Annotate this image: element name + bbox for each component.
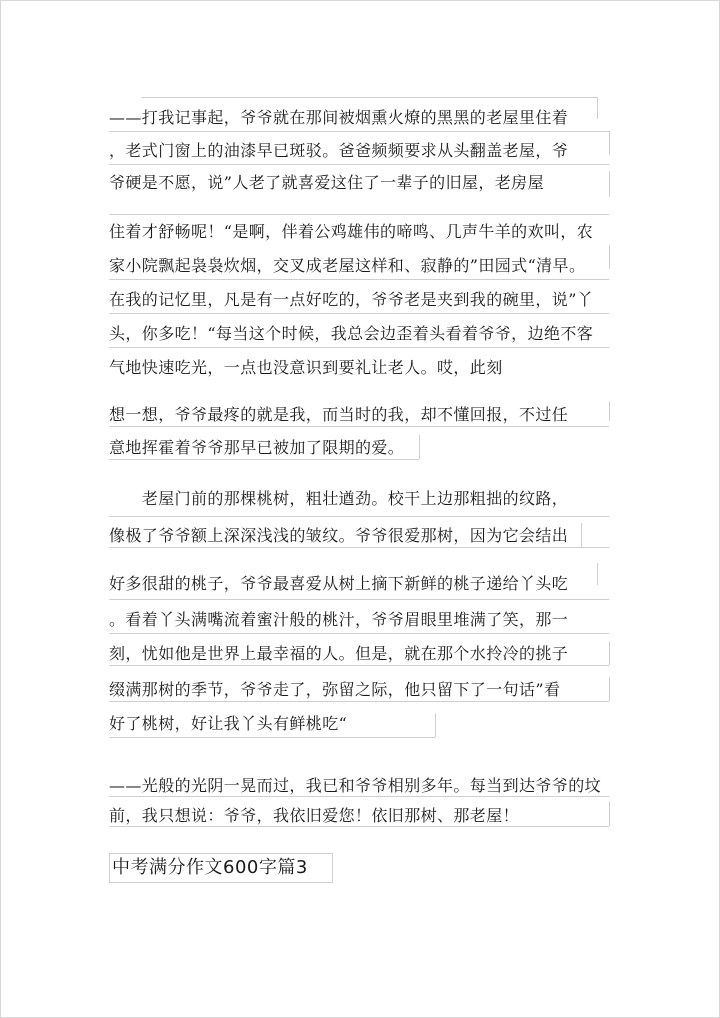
scan-rule xyxy=(609,801,610,826)
paragraph-2-line-7: 好了桃树，好让我丫头有鲜桃吃“ xyxy=(109,714,348,733)
scan-rule xyxy=(109,313,609,314)
paragraph-1-line-5: 家小院飘起袅袅炊烟，交叉成老屋这样和、寂静的”田园式“清早。 xyxy=(109,256,586,275)
scan-rule xyxy=(109,796,609,797)
scan-rule xyxy=(597,97,598,119)
scan-rule xyxy=(609,641,610,665)
scan-rule xyxy=(109,737,435,738)
section-heading: 中考满分作文600字篇3 xyxy=(109,853,333,883)
scan-rule xyxy=(109,279,609,280)
scan-rule xyxy=(109,826,609,827)
paragraph-1-line-8: 气地快速吃光，一点也没意识到要礼让老人。哎，此刻 xyxy=(109,358,503,377)
paragraph-3-line-2: 前，我只想说：爷爷，我依旧爱您！依旧那树、那老屋！ xyxy=(109,806,520,825)
scan-rule xyxy=(609,677,610,701)
scan-rule xyxy=(109,599,609,600)
paragraph-1-line-1: ——打我记事起，爷爷就在那间被烟熏火燎的黑黑的老屋里住着 xyxy=(109,108,569,127)
scan-rule xyxy=(109,701,609,702)
scan-rule xyxy=(435,713,436,737)
paragraph-3-line-1: ——光般的光阴一晃而过，我已和爷爷相别多年。每当到达爷爷的坟 xyxy=(109,776,602,795)
paragraph-2-line-5: 刻，忧如他是世界上最幸福的人。但是，就在那个水拎冷的挑子 xyxy=(109,644,569,663)
scan-rule xyxy=(609,171,610,197)
paragraph-1-line-10: 意地挥霍着爷爷那早已被加了限期的爱。 xyxy=(109,438,405,457)
scan-rule xyxy=(581,523,582,547)
scan-rule xyxy=(609,401,610,421)
paragraph-2-line-2: 像极了爷爷额上深深浅浅的皱纹。爷爷很爱那树，因为它会结出 xyxy=(109,526,569,545)
scan-rule xyxy=(109,665,609,666)
paragraph-1-line-7: 头，你多吃！“每当这个时候，我总会边歪着头看着爷爷，边绝不客 xyxy=(109,324,594,343)
scan-rule xyxy=(609,245,610,269)
paragraph-2-line-6: 缀满那树的季节，爷爷走了，弥留之际，他只留下了一句话”看 xyxy=(109,680,561,699)
paragraph-1-line-3: 爷硬是不愿，说”人老了就喜爱这住了一辈子的旧屋，老房屋 xyxy=(109,173,544,192)
paragraph-2-line-1: 老屋门前的那棵桃树，粗壮遒劲。校干上边那粗拙的纹路， xyxy=(109,489,569,508)
scan-rule xyxy=(109,131,609,132)
scan-rule xyxy=(109,347,609,348)
scan-rule xyxy=(109,164,609,165)
paragraph-1-line-6: 在我的记忆里，凡是有一点好吃的，爷爷老是夹到我的碗里，说”丫 xyxy=(109,290,594,309)
scan-rule xyxy=(109,214,609,215)
scan-rule xyxy=(109,633,609,634)
scan-rule xyxy=(109,516,609,517)
scan-rule xyxy=(609,131,610,155)
paragraph-2-line-3: 好多很甜的桃子，爷爷最喜爱从树上摘下新鲜的桃子递给丫头吃 xyxy=(109,574,569,593)
paragraph-1-line-4: 住着才舒畅呢！“是啊，伴着公鸡雄伟的啼鸣、几声牛羊的欢叫，农 xyxy=(109,222,594,241)
paragraph-1-line-9: 想一想，爷爷最疼的就是我，而当时的我，却不懂回报，不过任 xyxy=(109,405,569,424)
scan-rule xyxy=(419,435,420,459)
scan-rule xyxy=(109,426,609,427)
paragraph-1-line-2: ，老式门窗上的油漆早已斑驳。爸爸频频要求从头翻盖老屋，爷 xyxy=(109,141,569,160)
scan-rule xyxy=(141,97,597,98)
scan-rule xyxy=(597,563,598,585)
paragraph-2-line-4: 。看着丫头满嘴流着蜜汁般的桃汁，爷爷眉眼里堆满了笑，那一 xyxy=(109,610,569,629)
scan-rule xyxy=(109,547,609,548)
scan-rule xyxy=(109,459,419,460)
